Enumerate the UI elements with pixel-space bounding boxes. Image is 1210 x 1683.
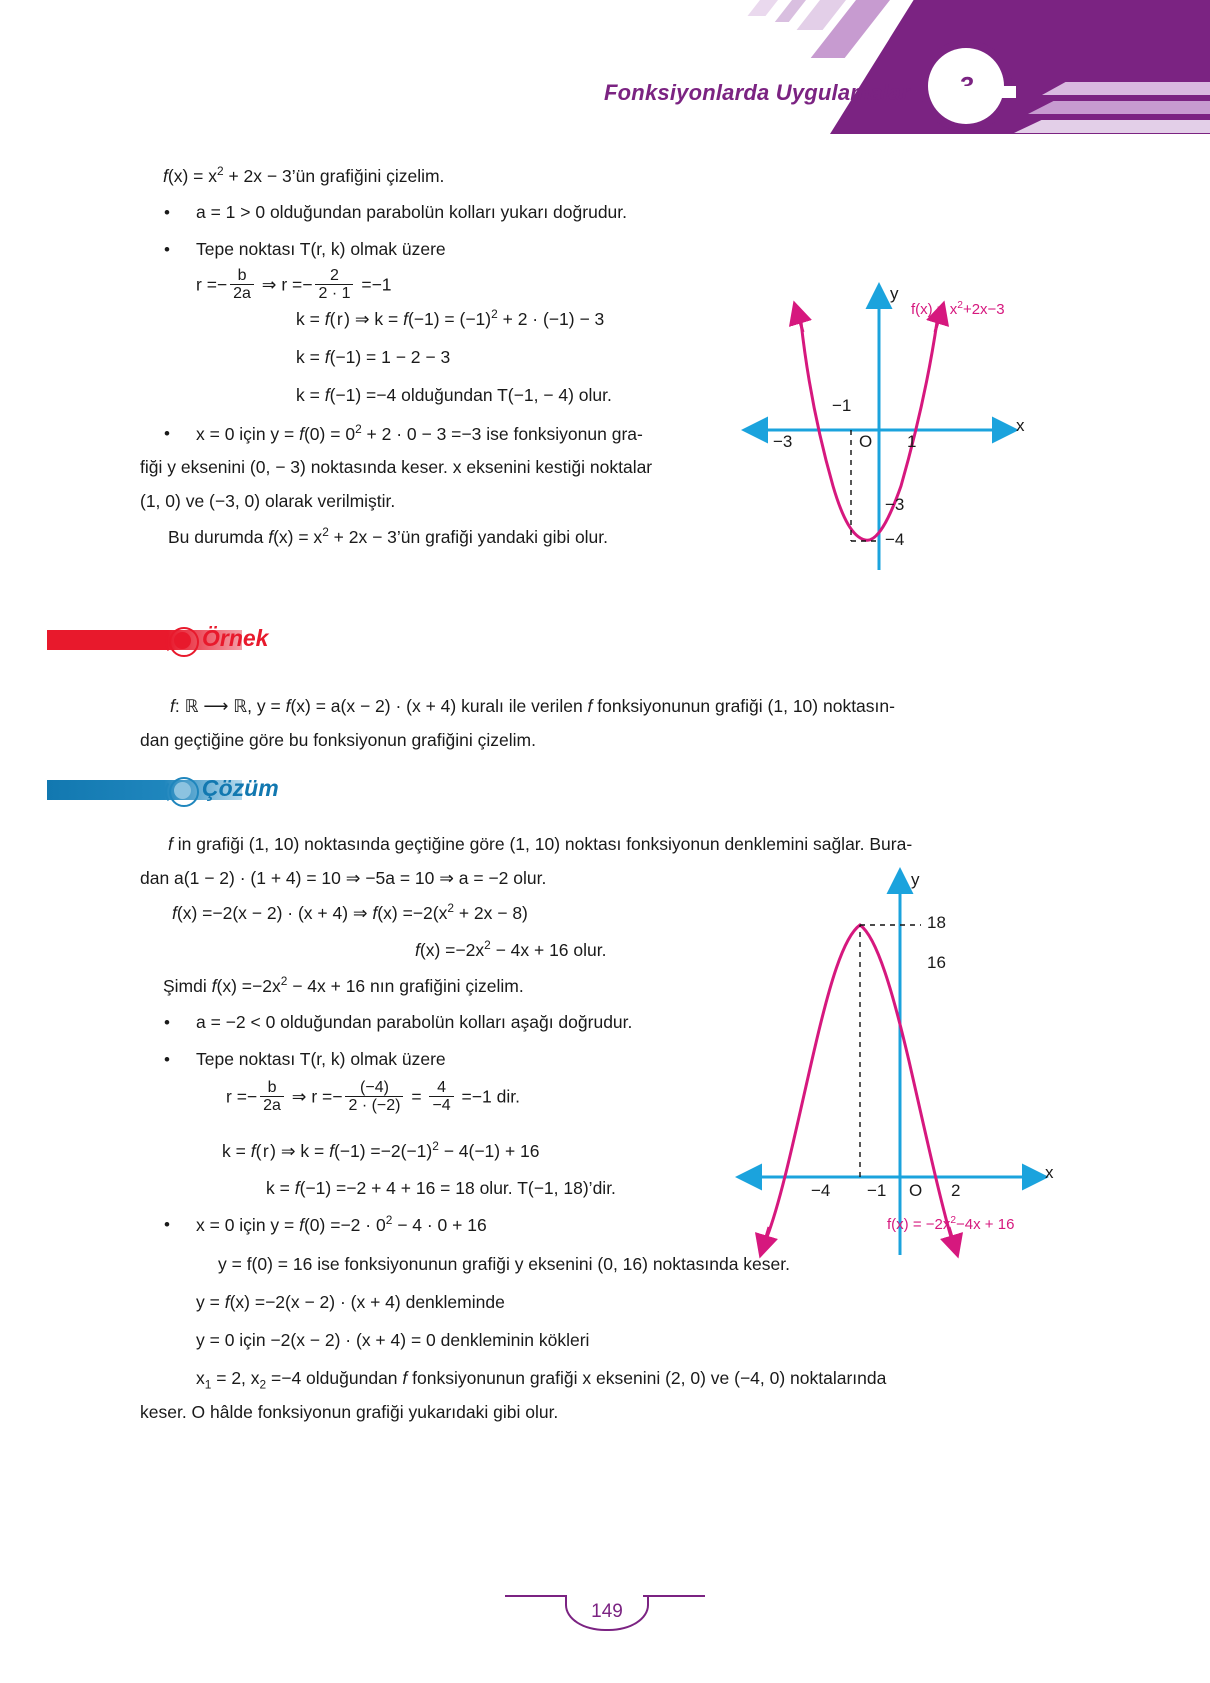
intro-paragraph-line-3: (1, 0) ve (−3, 0) olarak verilmiştir.: [140, 491, 396, 511]
tick-x-neg1: −1: [867, 1181, 887, 1200]
intro-k-equation-3: k = f(−1) =−4 olduğundan T(−1, − 4) olur.: [296, 385, 612, 405]
bullet-marker: •: [164, 203, 170, 222]
x-axis-label: x: [1045, 1163, 1054, 1182]
bullet-marker: •: [164, 1215, 170, 1234]
ornek-line-2: dan geçtiğine göre bu fonksiyonun grafiğini çizelim.: [140, 730, 536, 750]
cozum-line-6: y = 0 için −2(x − 2) · (x + 4) = 0 denkleminin kökleri: [196, 1330, 590, 1350]
fraction-2-over-2x1: [315, 267, 353, 303]
ornek-section-header: [47, 625, 467, 655]
bullet-marker: •: [164, 424, 170, 443]
page-title: Fonksiyonlarda Uygulamalar: [604, 80, 910, 105]
cozum-k-equation-2: k = f(−1) =−2 + 4 + 16 = 18 olur. T(−1, 18)’dir.: [266, 1178, 616, 1198]
icon-ring-inner: [174, 632, 191, 649]
y-axis-label: y: [890, 284, 899, 303]
footer-line-left: [505, 1595, 567, 1597]
tick-y-neg3: −3: [885, 495, 905, 514]
tick-x-1: 1: [907, 432, 917, 451]
origin-label: O: [909, 1181, 923, 1200]
page-number-wrapper: [505, 1590, 705, 1640]
bullet-marker: •: [164, 1013, 170, 1032]
intro-bullet-1: a = 1 > 0 olduğundan parabolün kolları yukarı doğrudur.: [196, 202, 628, 222]
graph-2-svg: [735, 865, 1055, 1265]
fraction-4-over-neg4: [429, 1079, 453, 1115]
fraction-numerator: b: [267, 1079, 277, 1096]
intro-closing-line: Bu durumda $f(x) = x^2 + 2x$ − 3’ün grafiği yandaki gibi olur.: [168, 525, 609, 547]
cozum-line-3: Şimdi $f(x) =-2x^2 - 4x + 16$ nın grafiğini çizelim.: [163, 974, 524, 996]
footer-line-right: [643, 1595, 705, 1597]
parabola-curve: [767, 925, 951, 1237]
ornek-label: Örnek: [202, 625, 269, 651]
graph-parabola-up: [735, 280, 1045, 580]
tick-y-16: 16: [927, 953, 946, 972]
cozum-line-4: y = f(0) = 16 ise fonksiyonunun grafiği y eksenini (0, 16) noktasında keser.: [218, 1254, 790, 1274]
fraction-denominator: −4: [429, 1096, 453, 1115]
origin-label: O: [859, 432, 873, 451]
cozum-bullet-2: Tepe noktası T(r, k) olmak üzere: [196, 1049, 446, 1069]
graph-parabola-down: [735, 865, 1055, 1265]
cozum-line-2: dan a(1 − 2) · (1 + 4) = 10 ⇒ −5a = 10 ⇒ a = −2 olur.: [140, 868, 547, 888]
graph-2-function-label: $f(x) = -2x^2-4x + 16$: [887, 1215, 1015, 1233]
bullet-marker: •: [164, 240, 170, 259]
graph-1-function-label: $f(x) = x^2+2x-3$: [911, 300, 1005, 318]
fraction-denominator: 2a: [260, 1096, 284, 1115]
target-icon: [165, 775, 195, 805]
cozum-section-header: [47, 775, 467, 805]
cozum-bullet-1: a = −2 < 0 olduğundan parabolün kolları aşağı doğrudur.: [196, 1012, 633, 1032]
intro-equation-line: $f(x) = x^2 + 2x$ − 3’ün grafiğini çizelim.: [163, 164, 445, 186]
cozum-vertex-r-equation: r =− $\frac{b}{2a}$ ⇒ r =− $\frac{(-4)}{2 \cdot (-2)}$ = $\frac{4}{-4}$ =−1 dir.: [226, 1079, 520, 1115]
fraction-numerator: 4: [437, 1079, 447, 1096]
tick-x-2: 2: [951, 1181, 961, 1200]
fraction-b-over-2a: [260, 1079, 284, 1115]
y-axis-label: y: [911, 870, 920, 889]
x-axis-label: x: [1016, 416, 1025, 435]
fraction-neg4-over-2x-neg2: [345, 1079, 403, 1115]
cozum-line-8: keser. O hâlde fonksiyonun grafiği yukarıdaki gibi olur.: [140, 1402, 559, 1422]
tick-y-18: 18: [927, 913, 946, 932]
tick-x-neg4: −4: [811, 1181, 831, 1200]
bullet-marker: •: [164, 1050, 170, 1069]
tick-vertex-x: −1: [832, 396, 852, 415]
fraction-denominator: 2 · (−2): [345, 1096, 403, 1115]
intro-bullet-2: Tepe noktası T(r, k) olmak üzere: [196, 239, 446, 259]
fraction-denominator: 2a: [230, 284, 254, 303]
cozum-label: Çözüm: [202, 775, 279, 801]
tick-y-neg4: −4: [885, 530, 905, 549]
intro-bullet-3: x = 0 için $y = f(0) = 0^2 + 2 \cdot 0 - 3 =-3$ ise fonksiyonun gra-: [196, 422, 643, 444]
cozum-k-equation-1: k = f( r ) ⇒ $k = f(-1) =-2(-1)^2 - 4(-1) + 16$: [222, 1139, 540, 1161]
cozum-line-7: $x_1 = 2$, $x_2 =-4$ olduğundan f fonksiyonunun grafiği x eksenini (2, 0) ve (−4, 0) noktalarında: [196, 1368, 887, 1392]
fraction-numerator: 2: [330, 267, 339, 284]
fraction-denominator: 2 · 1: [315, 284, 353, 303]
fraction-b-over-2a: [230, 267, 254, 303]
page-number: 149: [565, 1595, 649, 1631]
intro-paragraph-line-2: fiği y eksenini (0, − 3) noktasında keser. x eksenini kestiği noktalar: [140, 457, 653, 477]
icon-ring-inner: [174, 782, 191, 799]
cozum-equation-1: f(x) =−2(x − 2) · (x + 4) ⇒ $f(x) =-2(x^2 + 2x - 8)$: [172, 901, 528, 923]
cozum-line-1: f in grafiği (1, 10) noktasında geçtiğine göre (1, 10) noktası fonksiyonun denklemini sağlar. Bura-: [168, 834, 913, 854]
intro-vertex-r-equation: r =− $\frac{b}{2a}$ ⇒ r =− $\frac{2}{2 \cdot 1}$ =−1: [196, 267, 392, 303]
intro-k-equation-1: k = f( r ) ⇒ $k = f(-1) = (-1)^2 + 2 \cdot (-1) - 3$: [296, 307, 605, 329]
cozum-bullet-3: x = 0 için $y = f(0) =-2 \cdot 0^2 - 4 \cdot 0 + 16$: [196, 1213, 487, 1235]
target-icon: [165, 625, 195, 655]
page-footer: [0, 1590, 1210, 1650]
cozum-line-5: y = f(x) =−2(x − 2) · (x + 4) denkleminde: [196, 1292, 505, 1312]
fraction-numerator: b: [237, 267, 247, 284]
fraction-numerator: (−4): [360, 1079, 389, 1096]
ornek-line-1: f: ℝ ⟶ ℝ, y = f(x) = a(x − 2) · (x + 4) kuralı ile verilen f fonksiyonunun grafiği (1, 10) noktasın-: [170, 696, 895, 716]
tick-x-neg3: −3: [773, 432, 793, 451]
intro-k-equation-2: k = f(−1) = 1 − 2 − 3: [296, 347, 451, 367]
cozum-equation-2: $f(x) =-2x^2 - 4x + 16$ olur.: [415, 938, 607, 960]
